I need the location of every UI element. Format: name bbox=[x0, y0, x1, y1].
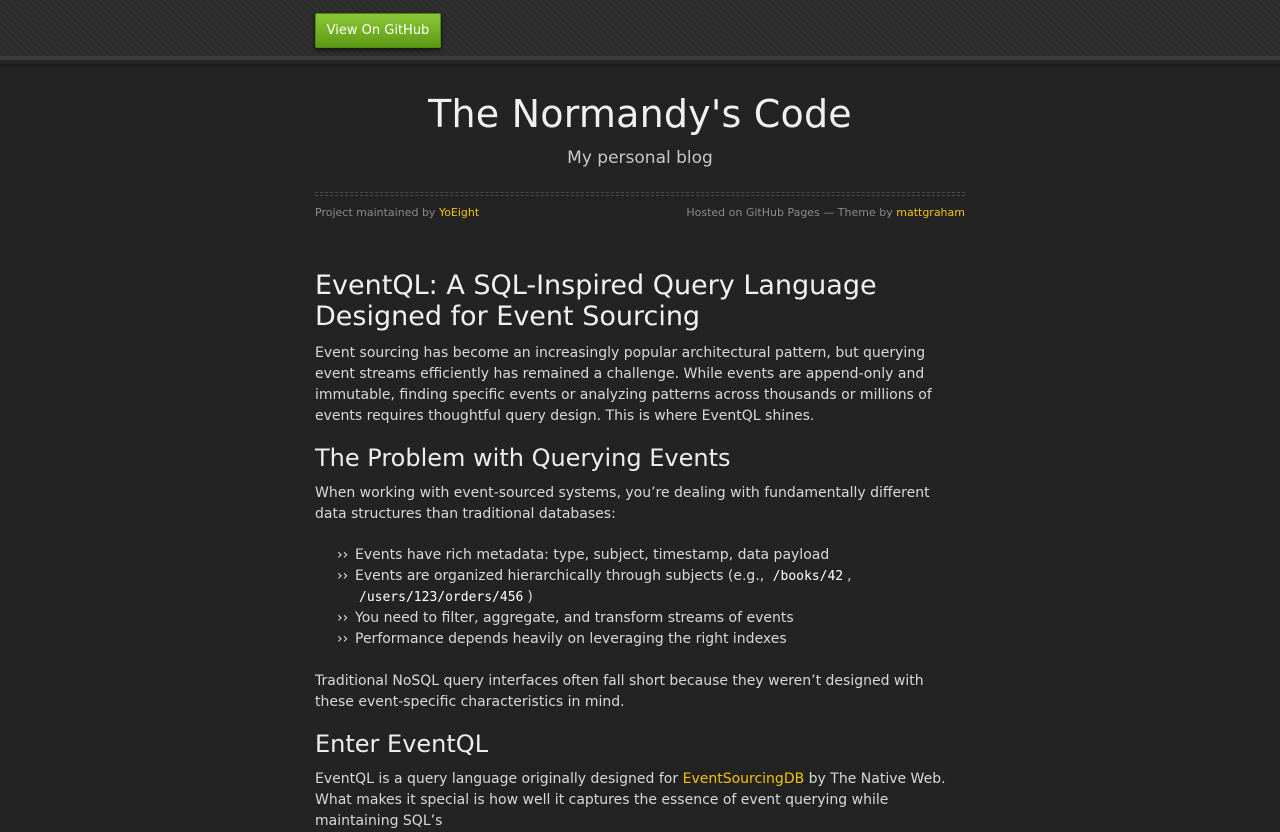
site-title: The Normandy's Code bbox=[428, 92, 852, 136]
bullet-icon: ›› bbox=[337, 610, 349, 626]
article-intro: Event sourcing has become an increasingly popular architectural pattern, but querying event streams efficiently has remained a challenge. While events are append-only and immutable, finding specific events or analyzing patterns across thousands or millions of events requires thoughtful query design. This is where EventQL shines. bbox=[315, 345, 932, 424]
list-item bbox=[315, 566, 965, 608]
bullet-icon: ›› bbox=[337, 547, 349, 563]
paragraph-text: EventQL is a query language originally designed for bbox=[315, 771, 683, 787]
list-item-text: Events have rich metadata: type, subject, timestamp, data payload bbox=[355, 547, 830, 563]
bullet-icon: ›› bbox=[337, 631, 349, 647]
section-heading-problem: The Problem with Querying Events bbox=[315, 444, 731, 472]
section-problem-outro: Traditional NoSQL query interfaces often fall short because they weren’t designed with these event-specific characteristics in mind. bbox=[315, 673, 924, 710]
top-bar bbox=[0, 0, 1280, 60]
maintainer-link[interactable]: YoEight bbox=[438, 206, 480, 219]
site-subtitle: My personal blog bbox=[567, 148, 713, 168]
list-item-separator: , bbox=[847, 568, 852, 584]
list-item bbox=[315, 629, 965, 650]
section-heading-enter-eventql: Enter EventQL bbox=[315, 730, 489, 758]
list-item-text: Events are organized hierarchically through subjects (e.g., bbox=[355, 568, 769, 584]
problem-list bbox=[315, 545, 965, 650]
list-item-suffix: ) bbox=[527, 589, 533, 605]
list-item-text: Performance depends heavily on leveraging the right indexes bbox=[355, 631, 787, 647]
hosted-prefix: Hosted on GitHub Pages — Theme by bbox=[686, 206, 897, 219]
paragraph-text: by The Native Web. What makes it special is how well it captures the essence of event querying while maintaining SQL’s bbox=[315, 771, 946, 829]
theme-author-link[interactable]: mattgraham bbox=[896, 206, 965, 219]
list-item bbox=[315, 608, 965, 629]
maintainer-credit bbox=[315, 206, 479, 219]
article-title: EventQL: A SQL-Inspired Query Language Designed for Event Sourcing bbox=[315, 270, 877, 332]
section-eventql-paragraph bbox=[315, 769, 965, 832]
section-problem-paragraph: When working with event-sourced systems, you’re dealing with fundamentally different data structures than traditional databases: bbox=[315, 485, 930, 522]
code-snippet: /books/42 bbox=[772, 569, 844, 584]
bullet-icon: ›› bbox=[337, 568, 349, 584]
code-snippet: /users/123/orders/456 bbox=[359, 590, 524, 605]
list-item-text: You need to filter, aggregate, and transform streams of events bbox=[355, 610, 794, 626]
view-on-github-button[interactable]: View On GitHub bbox=[315, 13, 441, 48]
theme-credit bbox=[686, 206, 965, 219]
list-item bbox=[315, 545, 965, 566]
eventsourcingdb-link[interactable]: EventSourcingDB bbox=[682, 771, 805, 787]
top-bar-shadow bbox=[0, 64, 1280, 68]
maintainer-prefix: Project maintained by bbox=[315, 206, 439, 219]
header-divider bbox=[315, 192, 965, 196]
